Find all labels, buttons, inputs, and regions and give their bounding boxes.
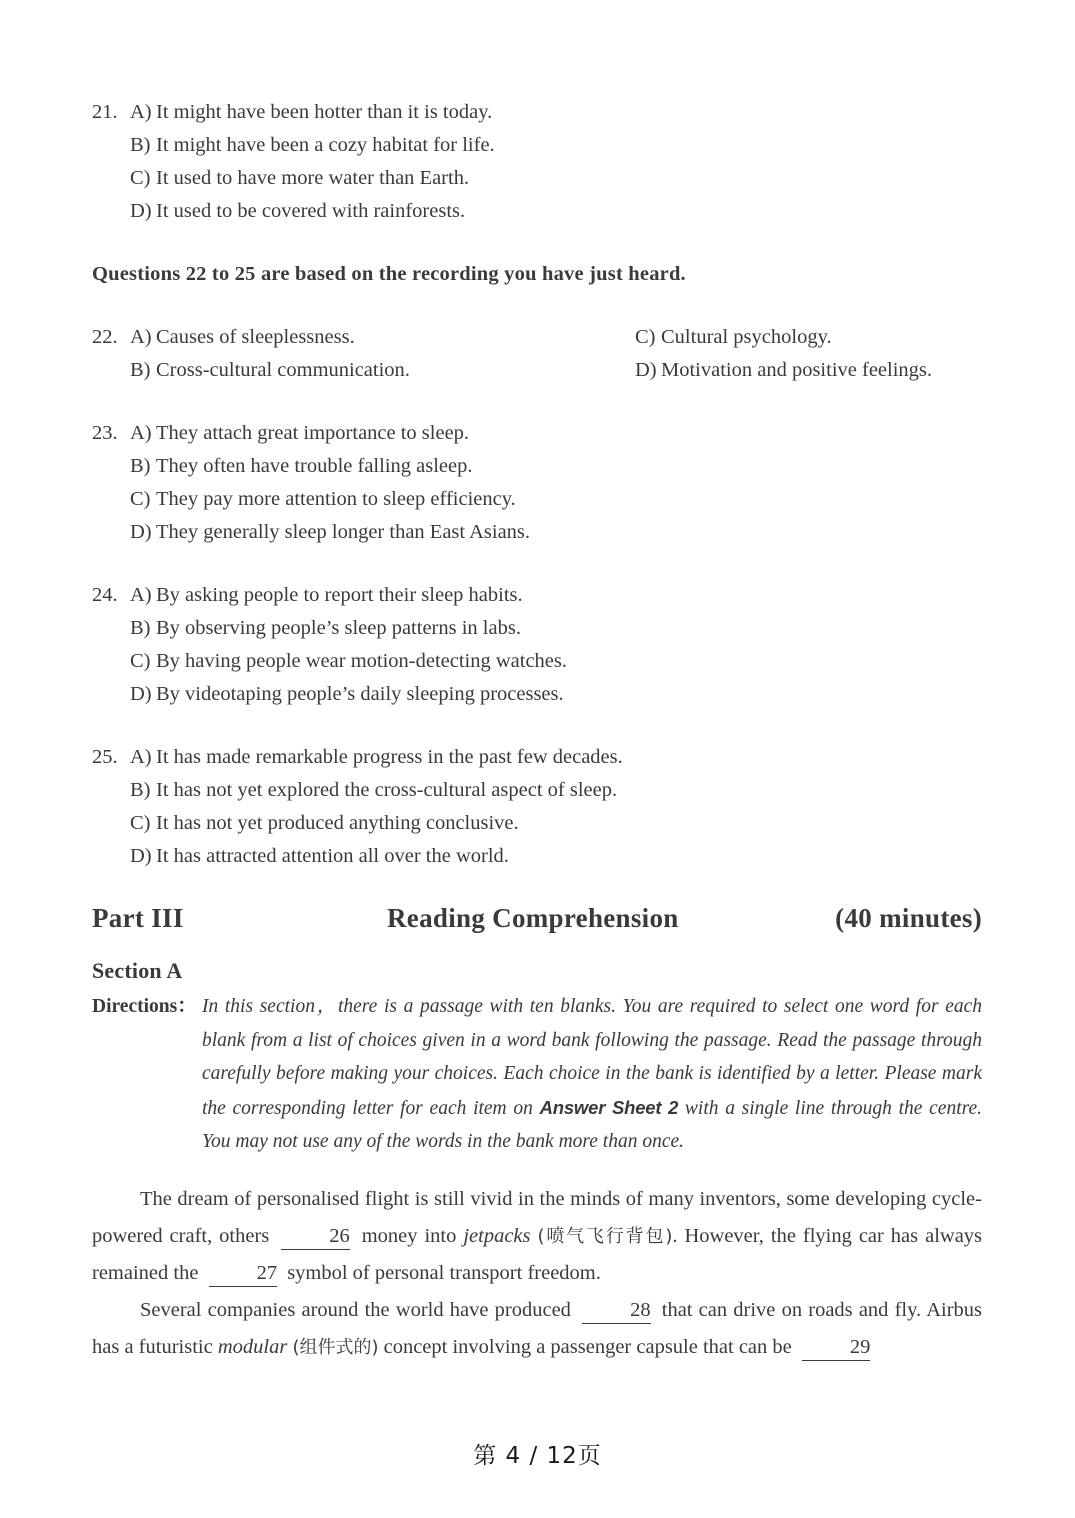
option-text: Motivation and positive feelings. xyxy=(661,359,933,381)
question-number: 23. xyxy=(92,422,118,444)
passage-chinese-gloss: (组件式的) xyxy=(292,1336,379,1358)
option-label: D) xyxy=(130,683,152,705)
option-text: It has attracted attention all over the world. xyxy=(156,845,509,867)
option-row xyxy=(92,612,982,645)
option-label: A) xyxy=(130,422,152,444)
directions-block xyxy=(92,990,982,1159)
option-b[interactable] xyxy=(130,129,495,162)
option-row xyxy=(92,645,982,678)
passage-italic-term: jetpacks xyxy=(463,1224,531,1247)
directions-text-part2: with a single line through the centre. You may not use any of the words in the bank more than once. xyxy=(202,1097,983,1152)
option-row xyxy=(92,321,982,354)
option-label: B) xyxy=(130,617,151,639)
blank-26[interactable]: 26 xyxy=(281,1223,350,1250)
option-label: B) xyxy=(130,359,151,381)
option-row xyxy=(92,516,982,549)
option-row xyxy=(92,162,982,195)
blank-28[interactable]: 28 xyxy=(582,1297,651,1324)
option-text: By videotaping people’s daily sleeping processes. xyxy=(156,683,564,705)
option-text: By having people wear motion-detecting watches. xyxy=(156,650,568,672)
question-number: 22. xyxy=(92,326,118,348)
option-d[interactable] xyxy=(130,195,465,228)
passage-text: that can drive on roads and fly. Airbus has a futuristic xyxy=(92,1298,982,1358)
question-number: 21. xyxy=(92,101,118,123)
passage-text: The dream of personalised flight is still vivid in the minds of many inventors, some developing cycle-powered craft, others xyxy=(92,1187,982,1247)
option-a[interactable] xyxy=(130,321,635,354)
option-label: D) xyxy=(635,359,657,381)
option-label: A) xyxy=(130,326,152,348)
option-text: They generally sleep longer than East Asians. xyxy=(156,521,531,543)
part-time-allowance: (40 minutes) xyxy=(835,903,982,933)
passage-paragraph-2 xyxy=(92,1292,982,1366)
option-label: C) xyxy=(130,812,151,834)
passage-body xyxy=(92,1181,982,1366)
option-c[interactable] xyxy=(130,162,469,195)
option-a[interactable] xyxy=(130,96,492,129)
option-label: C) xyxy=(635,326,656,348)
blank-27[interactable]: 27 xyxy=(209,1260,278,1287)
option-label: C) xyxy=(130,488,151,510)
option-row xyxy=(92,483,982,516)
option-a[interactable] xyxy=(130,741,623,774)
option-b[interactable] xyxy=(130,774,617,807)
option-b[interactable] xyxy=(130,450,473,483)
question-number: 24. xyxy=(92,584,118,606)
option-label: B) xyxy=(130,455,151,477)
passage-text: symbol of personal transport freedom. xyxy=(282,1261,601,1284)
part-title: Reading Comprehension xyxy=(387,903,679,933)
blank-29[interactable]: 29 xyxy=(802,1334,871,1361)
option-text: They pay more attention to sleep efficiency. xyxy=(156,488,516,510)
part-label: Part III xyxy=(92,903,184,933)
option-text: It used to be covered with rainforests. xyxy=(156,200,466,222)
option-row xyxy=(92,774,982,807)
option-a[interactable] xyxy=(130,579,523,612)
question-block-21 xyxy=(92,96,982,228)
page-footer: 第 4 / 12页 xyxy=(473,1443,602,1469)
option-label: D) xyxy=(130,845,152,867)
option-c[interactable] xyxy=(130,645,567,678)
option-row xyxy=(92,450,982,483)
option-row xyxy=(92,129,982,162)
option-label: D) xyxy=(130,200,152,222)
option-text: Cultural psychology. xyxy=(661,326,832,348)
section-heading: Section A xyxy=(92,958,183,983)
question-block-23 xyxy=(92,417,982,549)
option-label: A) xyxy=(130,101,152,123)
option-text: They often have trouble falling asleep. xyxy=(156,455,473,477)
passage-text: . However, the flying car has always remained the xyxy=(92,1224,983,1284)
option-text: By asking people to report their sleep habits. xyxy=(156,584,523,606)
passage-text: Several companies around the world have produced xyxy=(140,1298,578,1321)
option-row xyxy=(92,678,982,711)
option-c[interactable] xyxy=(635,321,832,354)
option-label: C) xyxy=(130,650,151,672)
directions-label: Directions： xyxy=(92,996,197,1017)
directions-text xyxy=(202,990,982,1159)
question-block-25 xyxy=(92,741,982,873)
question-block-24 xyxy=(92,579,982,711)
option-b[interactable] xyxy=(130,612,521,645)
option-c[interactable] xyxy=(130,483,516,516)
option-row xyxy=(92,741,982,774)
option-d[interactable] xyxy=(130,840,509,873)
option-row xyxy=(92,579,982,612)
option-row xyxy=(92,354,982,387)
option-label: C) xyxy=(130,167,151,189)
option-text: It has made remarkable progress in the past few decades. xyxy=(156,746,623,768)
option-text: It might have been a cozy habitat for life. xyxy=(156,134,495,156)
passage-paragraph-1 xyxy=(92,1181,982,1292)
option-text: By observing people’s sleep patterns in labs. xyxy=(156,617,521,639)
passage-text: concept involving a passenger capsule that can be xyxy=(378,1335,797,1358)
option-d[interactable] xyxy=(130,678,564,711)
option-text: Cross-cultural communication. xyxy=(156,359,410,381)
passage-italic-term: modular xyxy=(217,1335,288,1358)
part-heading xyxy=(92,903,982,934)
option-row xyxy=(92,417,982,450)
option-a[interactable] xyxy=(130,417,469,450)
option-row xyxy=(92,96,982,129)
passage-chinese-gloss: (喷气飞行背包) xyxy=(537,1225,673,1247)
option-b[interactable] xyxy=(130,354,635,387)
option-text: It used to have more water than Earth. xyxy=(156,167,470,189)
page-content xyxy=(92,96,982,1366)
option-label: A) xyxy=(130,746,152,768)
option-row xyxy=(92,195,982,228)
option-row xyxy=(92,840,982,873)
questions-notice: Questions 22 to 25 are based on the recording you have just heard. xyxy=(92,263,686,285)
option-d[interactable] xyxy=(635,354,932,387)
question-number: 25. xyxy=(92,746,118,768)
option-text: It might have been hotter than it is today. xyxy=(156,101,493,123)
option-c[interactable] xyxy=(130,807,519,840)
option-label: A) xyxy=(130,584,152,606)
answer-sheet-reference: Answer Sheet 2 xyxy=(539,1096,679,1118)
option-text: They attach great importance to sleep. xyxy=(156,422,470,444)
option-text: It has not yet explored the cross-cultural aspect of sleep. xyxy=(156,779,618,801)
option-text: Causes of sleeplessness. xyxy=(156,326,355,348)
passage-text: money into xyxy=(354,1224,464,1247)
option-text: It has not yet produced anything conclusive. xyxy=(156,812,519,834)
option-label: B) xyxy=(130,779,151,801)
question-block-22 xyxy=(92,321,982,387)
option-label: D) xyxy=(130,521,152,543)
option-row xyxy=(92,807,982,840)
option-label: B) xyxy=(130,134,151,156)
option-d[interactable] xyxy=(130,516,530,549)
directions-text-part1: In this section，there is a passage with ten blanks. You are required to select one word for each blank from a list of choices given in a word bank following the passage. Read the passage through carefully before making your choices. Each choice in the bank is identified by a letter. Please mark the corresponding letter for each item on xyxy=(202,996,982,1119)
